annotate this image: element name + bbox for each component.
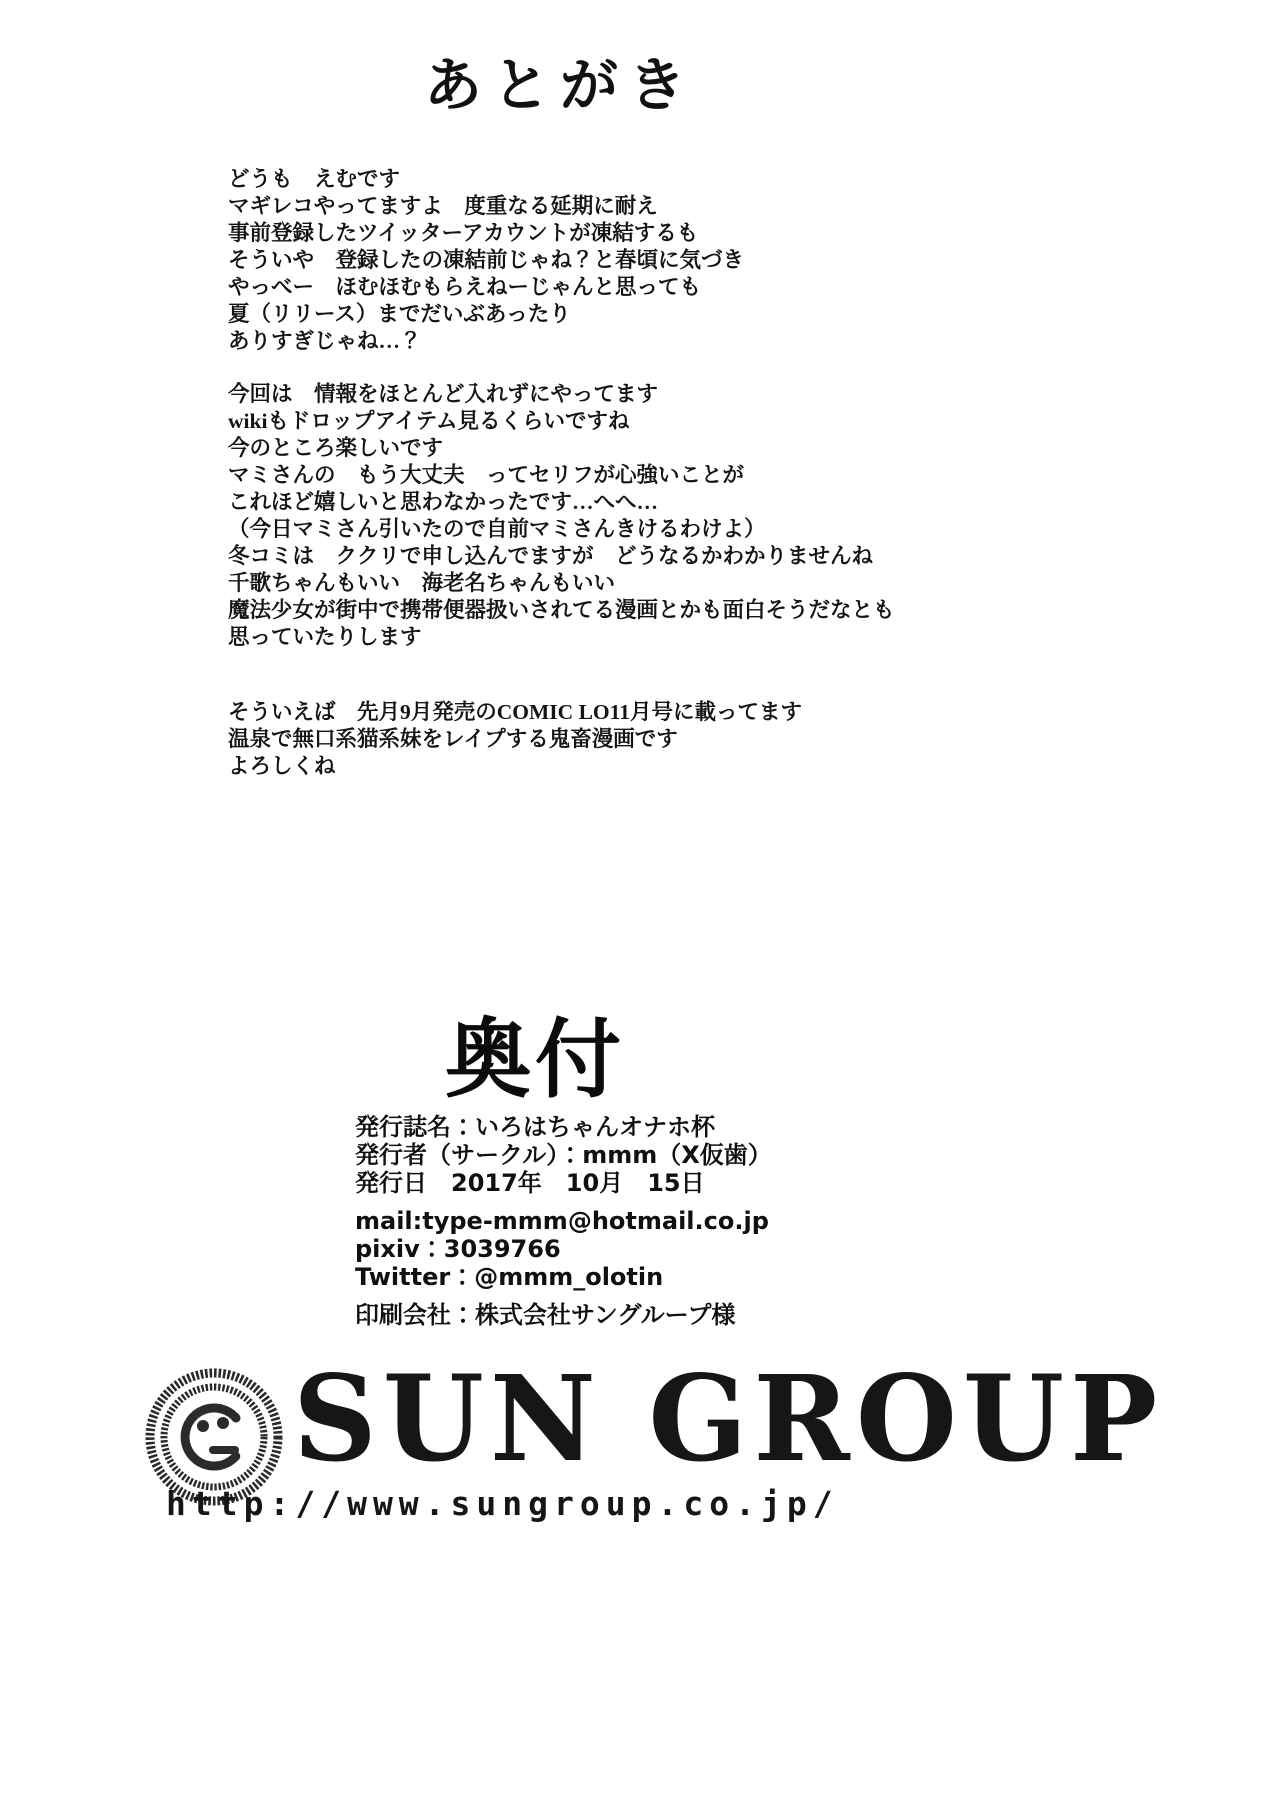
afterword-line: 思っていたりします [228, 625, 422, 649]
afterword-paragraph-3 [228, 699, 802, 780]
mail-line: mail:type-mmm@hotmail.co.jp [355, 1207, 769, 1235]
colophon-printer-info [355, 1301, 735, 1329]
afterword-line: ありすぎじゃね…？ [228, 329, 422, 353]
afterword-line: 冬コミは ククリで申し込んでますが どうなるかわかりませんね [228, 544, 874, 568]
afterword-line: wikiもドロップアイテム見るくらいですね [228, 409, 630, 433]
afterword-line: 千歌ちゃんもいい 海老名ちゃんもいい [228, 571, 616, 595]
publication-date-line: 発行日 2017年 10月 15日 [355, 1169, 705, 1197]
afterword-line: 事前登録したツイッターアカウントが凍結するも [228, 221, 699, 245]
publication-title-line: 発行誌名：いろはちゃんオナホ杯 [355, 1113, 715, 1141]
afterword-line: よろしくね [228, 754, 336, 778]
afterword-line: これほど嬉しいと思わなかったです…へへ… [228, 490, 659, 514]
afterword-line: 今回は 情報をほとんど入れずにやってます [228, 382, 659, 406]
colophon-publication-info [355, 1113, 772, 1197]
twitter-line: Twitter：@mmm_olotin [355, 1263, 664, 1291]
afterword-line: （今日マミさん引いたので自前マミさんきけるわけよ） [228, 517, 766, 541]
afterword-line: 魔法少女が街中で携帯便器扱いされてる漫画とかも面白そうだなとも [228, 598, 895, 622]
afterword-line: 夏（リリース）までだいぶあったり [228, 302, 571, 326]
printer-company-name: SUN GROUP [293, 1349, 1164, 1489]
afterword-line: マギレコやってますよ 度重なる延期に耐え [228, 194, 658, 218]
afterword-line: 今のところ楽しいです [228, 436, 444, 460]
afterword-line: 温泉で無口系猫系妹をレイプする鬼畜漫画です [228, 727, 678, 751]
colophon-title: 奥付 [445, 1010, 625, 1110]
afterword-line: そういえば 先月9月発売のCOMIC LO11月号に載ってます [228, 700, 802, 724]
afterword-line: やっべー ほむほむもらえねーじゃんと思っても [228, 275, 702, 299]
afterword-line: どうも えむです [228, 167, 401, 191]
afterword-title: あとがき [423, 51, 696, 119]
pixiv-line: pixiv：3039766 [355, 1235, 561, 1263]
printer-company-url: http://www.sungroup.co.jp/ [166, 1484, 839, 1523]
printer-company-line: 印刷会社：株式会社サングループ様 [355, 1301, 736, 1329]
colophon-contact-info [355, 1207, 769, 1291]
afterword-line: そういや 登録したの凍結前じゃね？と春頃に気づき [228, 248, 745, 272]
afterword-paragraph-2 [228, 381, 895, 651]
afterword-paragraph-1 [228, 166, 744, 355]
afterword-line: マミさんの もう大丈夫 ってセリフが心強いことが [228, 463, 745, 487]
publisher-circle-line: 発行者（サークル）：mmm（X仮歯） [355, 1141, 772, 1169]
